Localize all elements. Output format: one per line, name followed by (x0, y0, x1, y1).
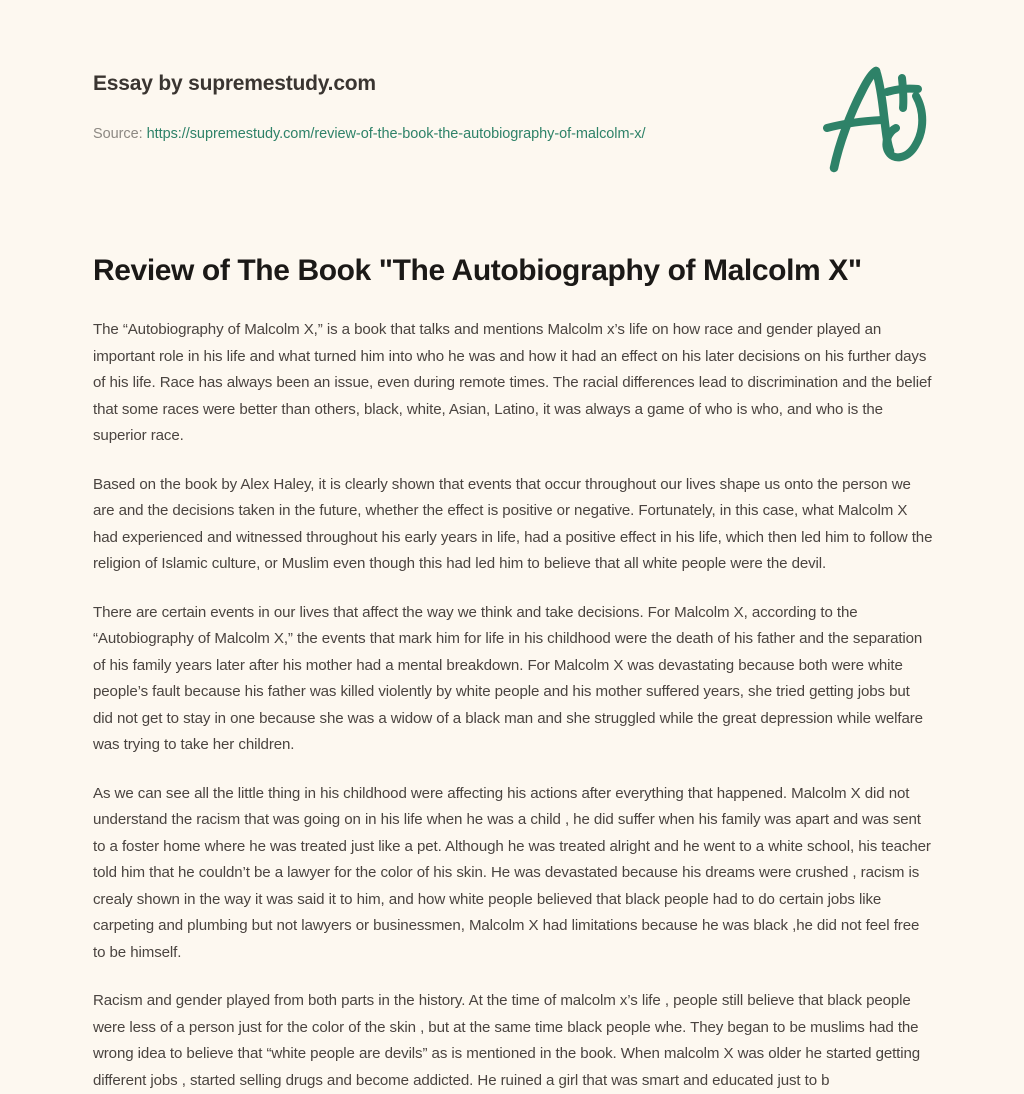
page-title: Review of The Book "The Autobiography of Malcolm X" (93, 254, 862, 287)
article-paragraph: The “Autobiography of Malcolm X,” is a book that talks and mentions Malcolm x’s life on how race and gender played an important role in his life and what turned him into who he was and how it had an effect on his later decisions on his further days of his life. Race has always been an issue, even during remote times. The racial differences lead to discrimination and the belief that some races were better than others, black, white, Asian, Latino, it was always a game of who is who, and who is the superior race. (93, 321, 932, 444)
source-line (93, 126, 645, 142)
article-paragraph: Racism and gender played from both parts in the history. At the time of malcolm x’s life , people still believe that black people were less of a person just for the color of the skin , but at the same time black people whe. They began to be muslims had the wrong idea to believe that “white people are devils” as is mentioned in the book. When malcolm X was older he started getting different jobs , started selling drugs and become addicted. He ruined a girl that was smart and educated just to b (93, 992, 921, 1089)
article (93, 252, 933, 1094)
article-body (93, 317, 933, 1094)
page-header (0, 0, 1024, 200)
article-paragraph: Based on the book by Alex Haley, it is clearly shown that events that occur throughout our lives shape us onto the person we are and the decisions taken in the future, whether the effect is positive or negative. Fortunately, in this case, what Malcolm X had experienced and witnessed throughout his early years in life, had a positive effect in his life, which then led him to follow the religion of Islamic culture, or Muslim even though this had led him to believe that all white people were the devil. (93, 475, 933, 572)
source-label: Source: (93, 126, 143, 142)
article-paragraph: There are certain events in our lives that affect the way we think and take decisions. For Malcolm X, according to the “Autobiography of Malcolm X,” the events that mark him for life in his childhood were the death of his father and the separation of his family years later after his mother had a mental breakdown. For Malcolm X was devastating because both were white people’s fault because his father was killed violently by white people and his mother suffered years, she tried getting jobs but did not get to stay in one because she was a widow of a black man and she struggled while the great depression while welfare was trying to take her children. (93, 603, 923, 753)
article-paragraph: As we can see all the little thing in his childhood were affecting his actions after everything that happened. Malcolm X did not understand the racism that was going on in his life when he was a child , he did suffer when his family was apart and was sent to a foster home where he was treated just like a pet. Although he was treated alright and he went to a white school, his teacher told him that he couldn’t be a lawyer for the color of his skin. He was devastated because his dreams were crushed , racism is crealy shown in the way it was said it to him, and how white people believed that black people had to do certain jobs like carpeting and plumbing but not lawyers or businessmen, Malcolm X had limitations because he was black ,he did not feel free to be himself. (93, 784, 931, 961)
source-url-link[interactable]: https://supremestudy.com/review-of-the-book-the-autobiography-of-malcolm-x/ (146, 126, 646, 142)
a-plus-logo-icon (812, 58, 942, 178)
a-plus-logo (812, 58, 942, 178)
essay-byline: Essay by supremestudy.com (93, 72, 376, 95)
